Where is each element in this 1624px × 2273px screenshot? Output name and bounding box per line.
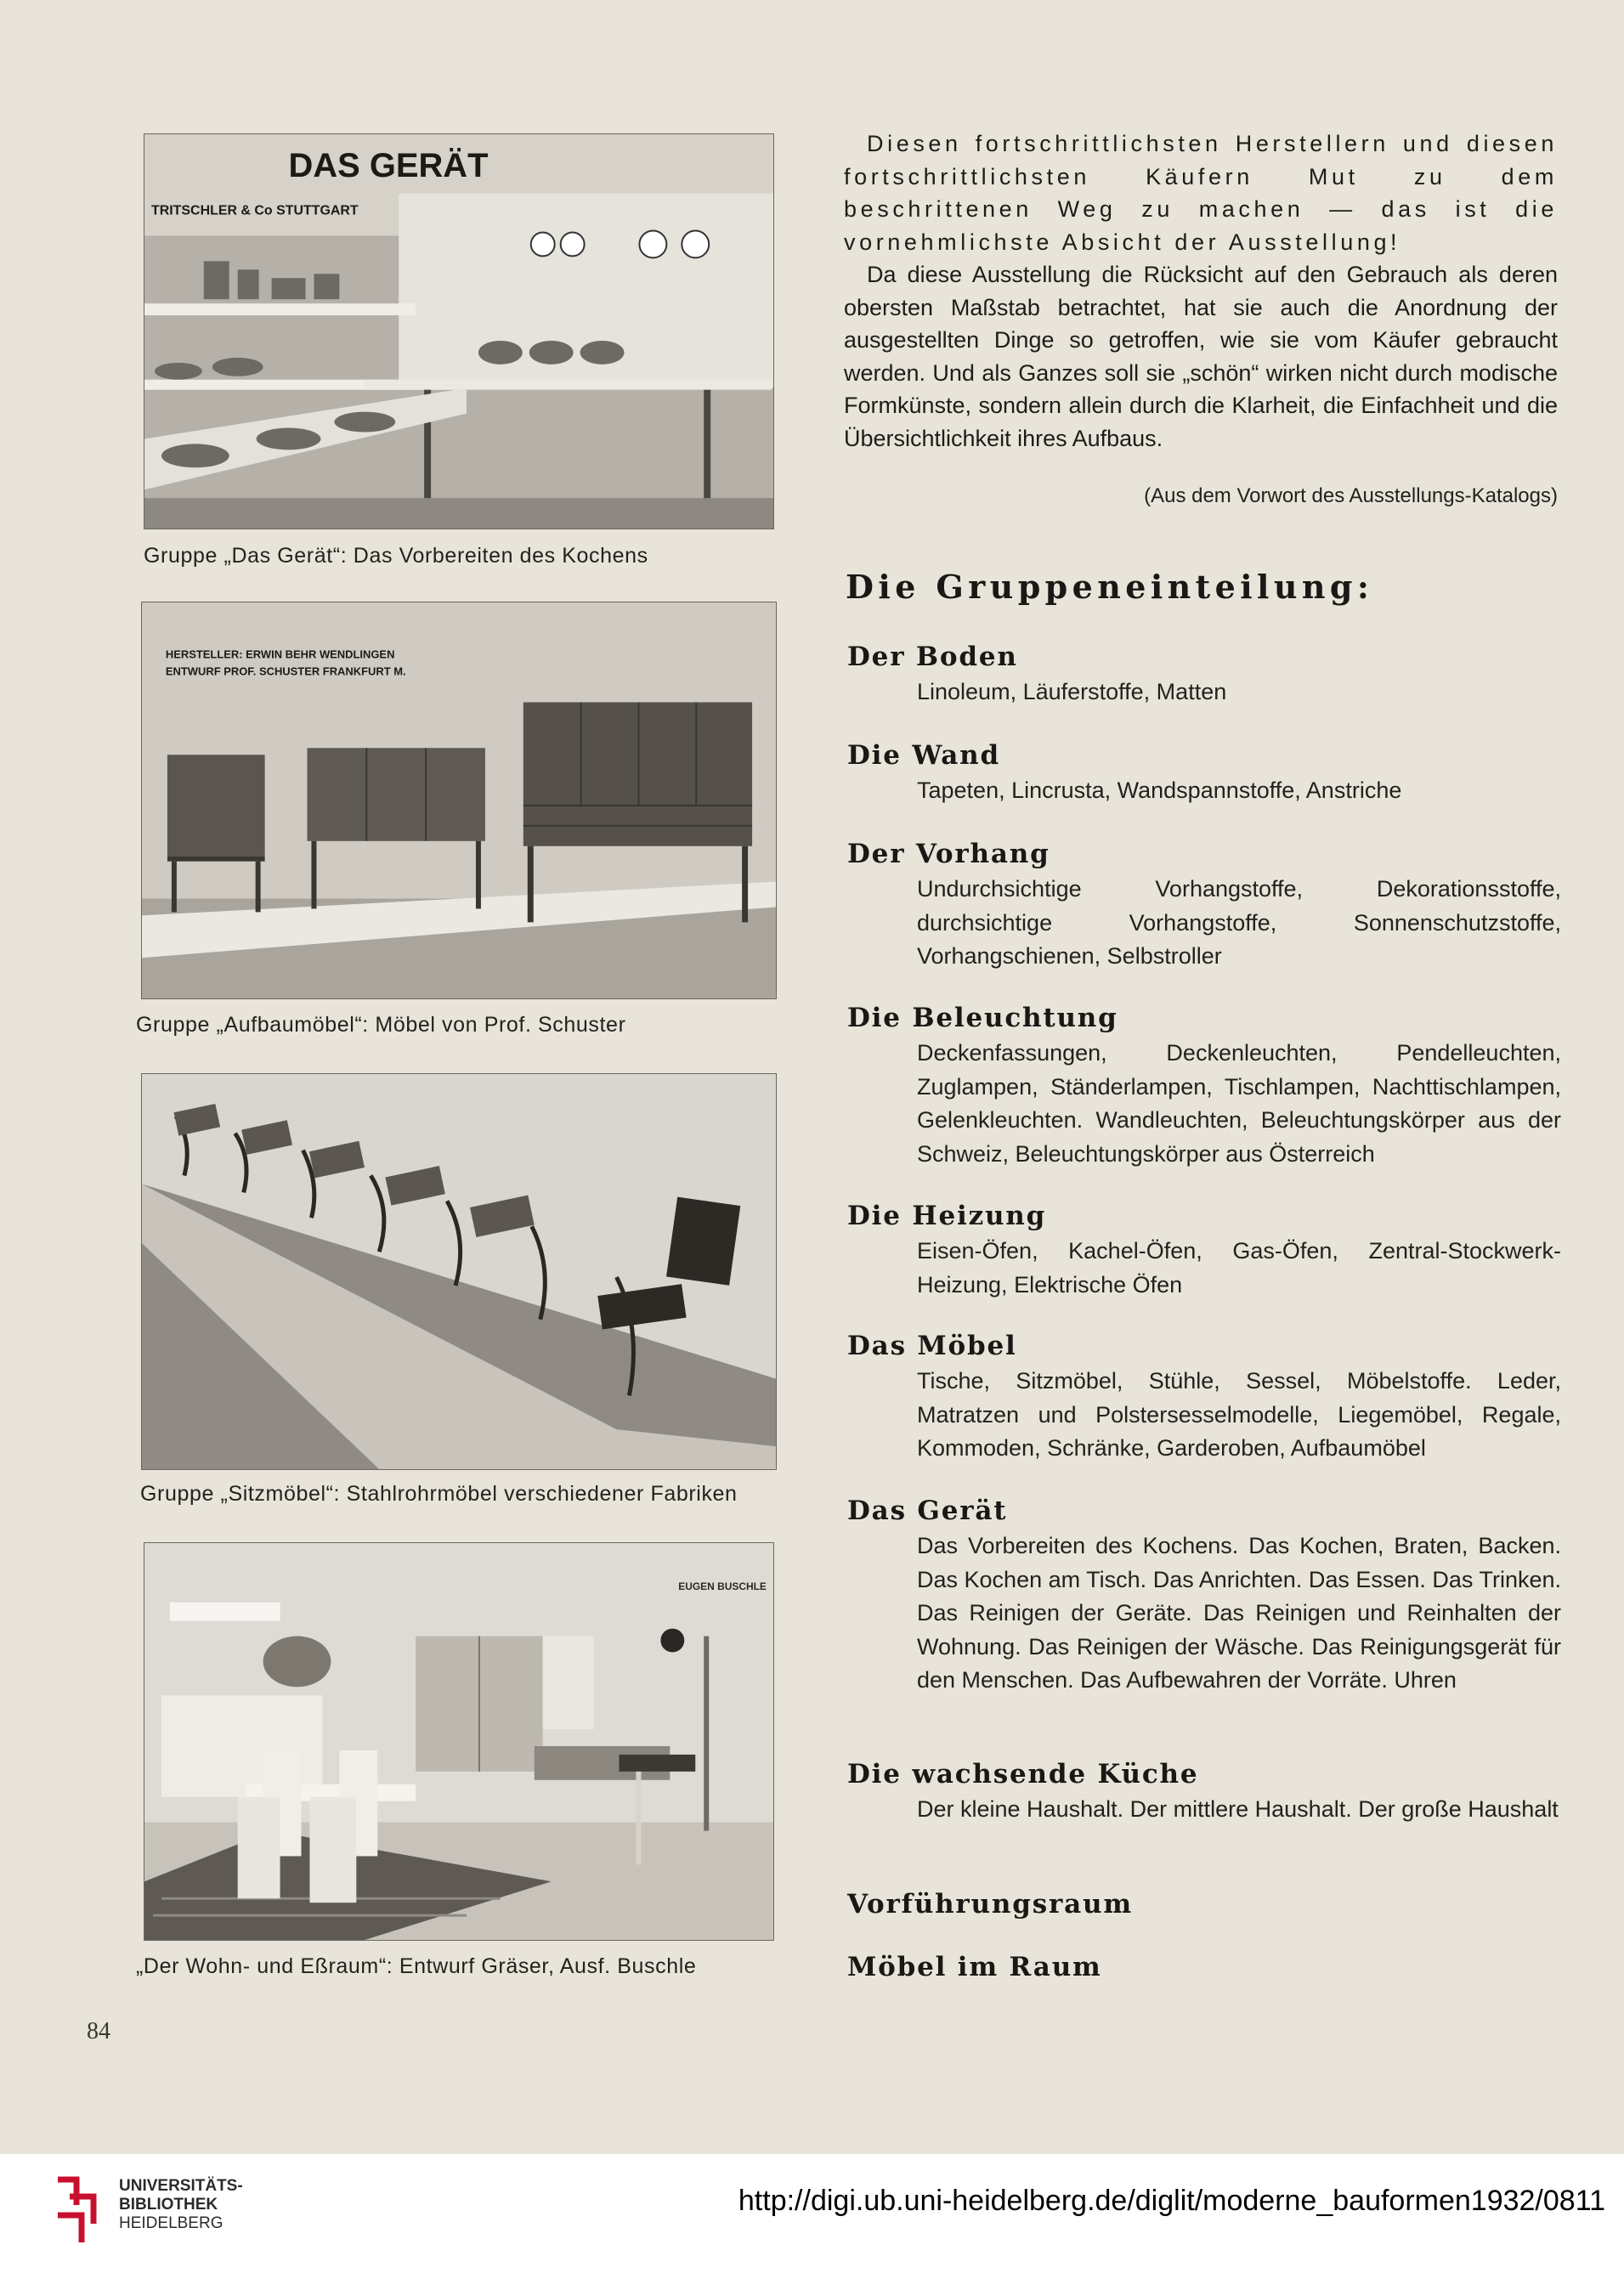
- group-text: Das Vorbereiten des Kochens. Das Kochen, Braten, Backen. Das Kochen am Tisch. Das Anrichten. Das Essen. Das Trinken. Das Reinigen der Geräte. Das Reinigen und Reinhalten der Wohnung. Das Reinigen der Wäsche. Das Reinigungsgerät für den Menschen. Das Aufbewahren der Vorräte. Uhren: [917, 1533, 1561, 1693]
- group-title: Die Wand: [847, 740, 1000, 771]
- caption-1: Gruppe „Das Gerät“: Das Vorbereiten des Kochens: [144, 544, 648, 568]
- group-title: Der Boden: [847, 642, 1018, 672]
- library-name-line1: UNIVERSITÄTS-: [119, 2177, 243, 2195]
- group-moebel: [847, 1331, 1561, 1466]
- group-text: Linoleum, Läuferstoffe, Matten: [917, 679, 1227, 704]
- group-title: Möbel im Raum: [847, 1952, 1102, 1982]
- group-title: Vorführungsraum: [847, 1889, 1133, 1920]
- caption-2: Gruppe „Aufbaumöbel“: Möbel von Prof. Schuster: [136, 1013, 626, 1037]
- group-text: Deckenfassungen, Deckenleuchten, Pendelleuchten, Zuglampen, Ständerlampen, Tischlampen, Nachttischlampen, Gelenkleuchten. Wandleuchten, Beleuchtungskörper aus der Schweiz, Beleuchtungskörper aus Österreich: [917, 1040, 1561, 1167]
- group-text: Eisen-Öfen, Kachel-Öfen, Gas-Öfen, Zentral-Stockwerk-Heizung, Elektrische Öfen: [917, 1238, 1561, 1298]
- photo-aufbaumoebel-image: [142, 602, 776, 998]
- page-number: 84: [87, 2018, 110, 2044]
- group-title: Die Heizung: [847, 1201, 1047, 1231]
- source-url-link[interactable]: http://digi.ub.uni-heidelberg.de/diglit/moderne_bauformen1932/0811: [738, 2185, 1605, 2217]
- photo-sitzmoebel-image: [142, 1074, 776, 1469]
- intro-paragraph-2: Da diese Ausstellung die Rücksicht auf den Gebrauch als deren obersten Maßstab betrachtet, hat sie auch die Anordnung der ausgestellten Dinge so getroffen, wie sie vom Käufer gebraucht werden. Und als Ganzes soll sie „schön“ wirken nicht durch modische Formkünste, sondern allein durch die Klarheit, die Einfachheit und die Übersichtlichkeit ihres Aufbaus.: [844, 262, 1558, 451]
- photo-das-geraet-sign: DAS GERÄT: [288, 146, 489, 184]
- footer-bar: [0, 2154, 1624, 2273]
- photo-das-geraet-image: [144, 134, 773, 529]
- photo-aufbaumoebel-sign-line1: HERSTELLER: ERWIN BEHR WENDLINGEN: [165, 647, 395, 661]
- photo-sitzmoebel: [141, 1073, 777, 1470]
- group-wand: [847, 740, 1561, 808]
- group-text: Tische, Sitzmöbel, Stühle, Sessel, Möbelstoffe. Leder, Matratzen und Polstersesselmodelle, Liegemöbel, Regale, Kommoden, Schränke, Garderoben, Aufbaumöbel: [917, 1368, 1561, 1461]
- intro-source: (Aus dem Vorwort des Ausstellungs-Katalogs): [1144, 484, 1558, 507]
- group-title: Die Beleuchtung: [847, 1003, 1118, 1033]
- photo-das-geraet: [144, 133, 774, 529]
- group-vorfuehrungsraum: [847, 1889, 1561, 1920]
- group-title: Die wachsende Küche: [847, 1759, 1199, 1790]
- intro-paragraph-1: Diesen fortschrittlichsten Herstellern und diesen fortschrittlichsten Käufern Mut zu dem beschrittenen Weg zu machen — das ist die vornehmlichste Absicht der Ausstellung!: [844, 131, 1558, 255]
- library-name: [119, 2177, 243, 2233]
- intro-text: [844, 127, 1558, 455]
- group-wachsende-kueche: [847, 1759, 1561, 1827]
- photo-das-geraet-maker: TRITSCHLER & Co STUTTGART: [150, 203, 359, 218]
- library-name-line3: HEIDELBERG: [119, 2214, 224, 2232]
- group-geraet: [847, 1496, 1561, 1698]
- photo-aufbaumoebel-sign-line2: ENTWURF PROF. SCHUSTER FRANKFURT M.: [165, 664, 406, 678]
- section-heading: Die Gruppeneinteilung:: [846, 568, 1374, 606]
- library-logo-icon: [51, 2171, 102, 2249]
- group-title: Das Möbel: [847, 1331, 1017, 1361]
- group-vorhang: [847, 839, 1561, 974]
- group-boden: [847, 642, 1561, 710]
- caption-3: Gruppe „Sitzmöbel“: Stahlrohrmöbel verschiedener Fabriken: [140, 1482, 738, 1506]
- photo-wohn-essraum: [144, 1542, 774, 1941]
- caption-4: „Der Wohn- und Eßraum“: Entwurf Gräser, Ausf. Buschle: [136, 1954, 697, 1978]
- photo-wohn-essraum-sign: EUGEN BUSCHLE: [678, 1580, 767, 1592]
- group-moebel-im-raum: [847, 1952, 1561, 1982]
- group-heizung: [847, 1201, 1561, 1302]
- group-text: Der kleine Haushalt. Der mittlere Haushalt. Der große Haushalt: [917, 1796, 1559, 1822]
- library-name-line2: BIBLIOTHEK: [119, 2196, 218, 2214]
- photo-aufbaumoebel: [141, 602, 777, 999]
- group-title: Das Gerät: [847, 1496, 1008, 1526]
- group-title: Der Vorhang: [847, 839, 1050, 869]
- group-beleuchtung: [847, 1003, 1561, 1171]
- group-text: Undurchsichtige Vorhangstoffe, Dekorationsstoffe, durchsichtige Vorhangstoffe, Sonnenschutzstoffe, Vorhangschienen, Selbstroller: [917, 876, 1561, 969]
- group-text: Tapeten, Lincrusta, Wandspannstoffe, Anstriche: [917, 777, 1402, 803]
- photo-wohn-essraum-image: [144, 1543, 773, 1940]
